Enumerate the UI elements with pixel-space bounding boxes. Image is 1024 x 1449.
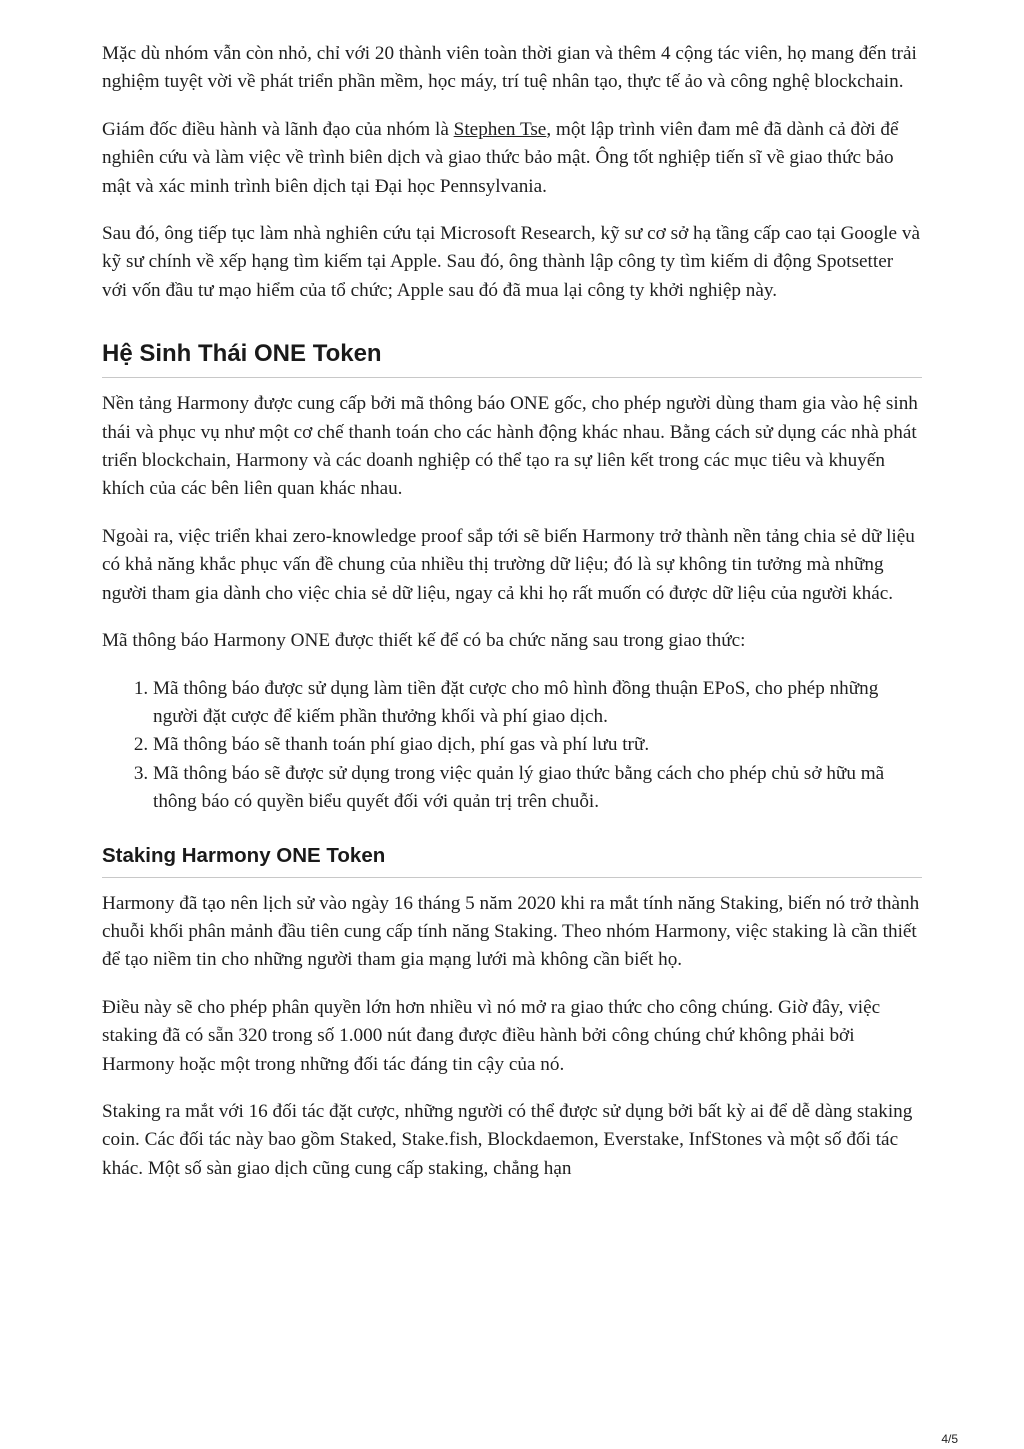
list-item: 3. Mã thông báo sẽ được sử dụng trong việc quản lý giao thức bằng cách cho phép chủ sở hữu mã thông báo có quyền biểu quyết đối với quản trị trên chuỗi.: [153, 760, 922, 817]
staking-paragraph-2: Điều này sẽ cho phép phân quyền lớn hơn nhiều vì nó mở ra giao thức cho công chúng. Giờ đây, việc staking đã có sẵn 320 trong số 1.000 nút đang được điều hành bởi công chúng chứ không phải bởi Harmony hoặc một trong những đối tác đáng tin cậy của nó.: [102, 996, 881, 1075]
list-item: 1. Mã thông báo được sử dụng làm tiền đặt cược cho mô hình đồng thuận EPoS, cho phép những người đặt cược để kiếm phần thưởng khối và phí giao dịch.: [153, 675, 922, 732]
staking-paragraph-1: Harmony đã tạo nên lịch sử vào ngày 16 tháng 5 năm 2020 khi ra mắt tính năng Staking, biến nó trở thành chuỗi khối phân mảnh đầu tiên cung cấp tính năng Staking. Theo nhóm Harmony, việc staking là cần thiết để tạo niềm tin cho những người tham gia mạng lưới mà không cần biết họ.: [102, 892, 920, 971]
ceo-text-after: , một lập trình viên đam mê đã dành cả đời để nghiên cứu và làm việc về trình biên dịch và giao thức bảo mật. Ông tốt nghiệp tiến sĩ về giao thức bảo mật và xác minh trình biên dịch tại Đại học Pennsylvania.: [102, 118, 899, 197]
career-paragraph: Sau đó, ông tiếp tục làm nhà nghiên cứu tại Microsoft Research, kỹ sư cơ sở hạ tầng cấp cao tại Google và kỹ sư chính về xếp hạng tìm kiếm tại Apple. Sau đó, ông thành lập công ty tìm kiếm di động Spotsetter với vốn đầu tư mạo hiểm của tổ chức; Apple sau đó đã mua lại công ty khởi nghiệp này.: [102, 223, 920, 301]
ecosystem-heading: Hệ Sinh Thái ONE Token: [102, 339, 922, 378]
list-item: 2. Mã thông báo sẽ thanh toán phí giao dịch, phí gas và phí lưu trữ.: [153, 731, 922, 759]
ecosystem-paragraph-1: Nền tảng Harmony được cung cấp bởi mã thông báo ONE gốc, cho phép người dùng tham gia vào hệ sinh thái và phục vụ như một cơ chế thanh toán cho các hành động khác nhau. Bằng cách sử dụng các nhà phát triển blockchain, Harmony và các doanh nghiệp có thể tạo ra sự liên kết trong các mục tiêu và khuyến khích của các bên liên quan khác nhau.: [102, 393, 918, 500]
ecosystem-paragraph-2: Ngoài ra, việc triển khai zero-knowledge proof sắp tới sẽ biến Harmony trở thành nền tảng chia sẻ dữ liệu có khả năng khắc phục vấn đề chung của nhiều thị trường dữ liệu; đó là sự không tin tưởng mà những người tham gia dành cho việc chia sẻ dữ liệu, ngay cả khi họ rất muốn có được dữ liệu của người khác.: [102, 525, 915, 604]
intro-paragraph: Mặc dù nhóm vẫn còn nhỏ, chỉ với 20 thành viên toàn thời gian và thêm 4 cộng tác viên, họ mang đến trải nghiệm tuyệt vời về phát triển phần mềm, học máy, trí tuệ nhân tạo, thực tế ảo và công nghệ blockchain.: [102, 43, 917, 93]
document-body: [102, 40, 922, 1202]
staking-paragraph-3: Staking ra mắt với 16 đối tác đặt cược, những người có thể được sử dụng bởi bất kỳ ai để dễ dàng staking coin. Các đối tác này bao gồm Staked, Stake.fish, Blockdaemon, Everstake, InfStones và một số đối tác khác. Một số sàn giao dịch cũng cung cấp staking, chẳng hạn: [102, 1100, 913, 1179]
ceo-text-before: Giám đốc điều hành và lãnh đạo của nhóm là: [102, 118, 454, 140]
page-number: 4/5: [941, 1432, 958, 1446]
stephen-tse-link[interactable]: Stephen Tse: [453, 118, 547, 140]
token-functions-list: [102, 675, 922, 817]
ecosystem-paragraph-3: Mã thông báo Harmony ONE được thiết kế để có ba chức năng sau trong giao thức:: [102, 630, 746, 652]
staking-heading: Staking Harmony ONE Token: [102, 843, 922, 878]
ceo-paragraph: [102, 116, 922, 201]
